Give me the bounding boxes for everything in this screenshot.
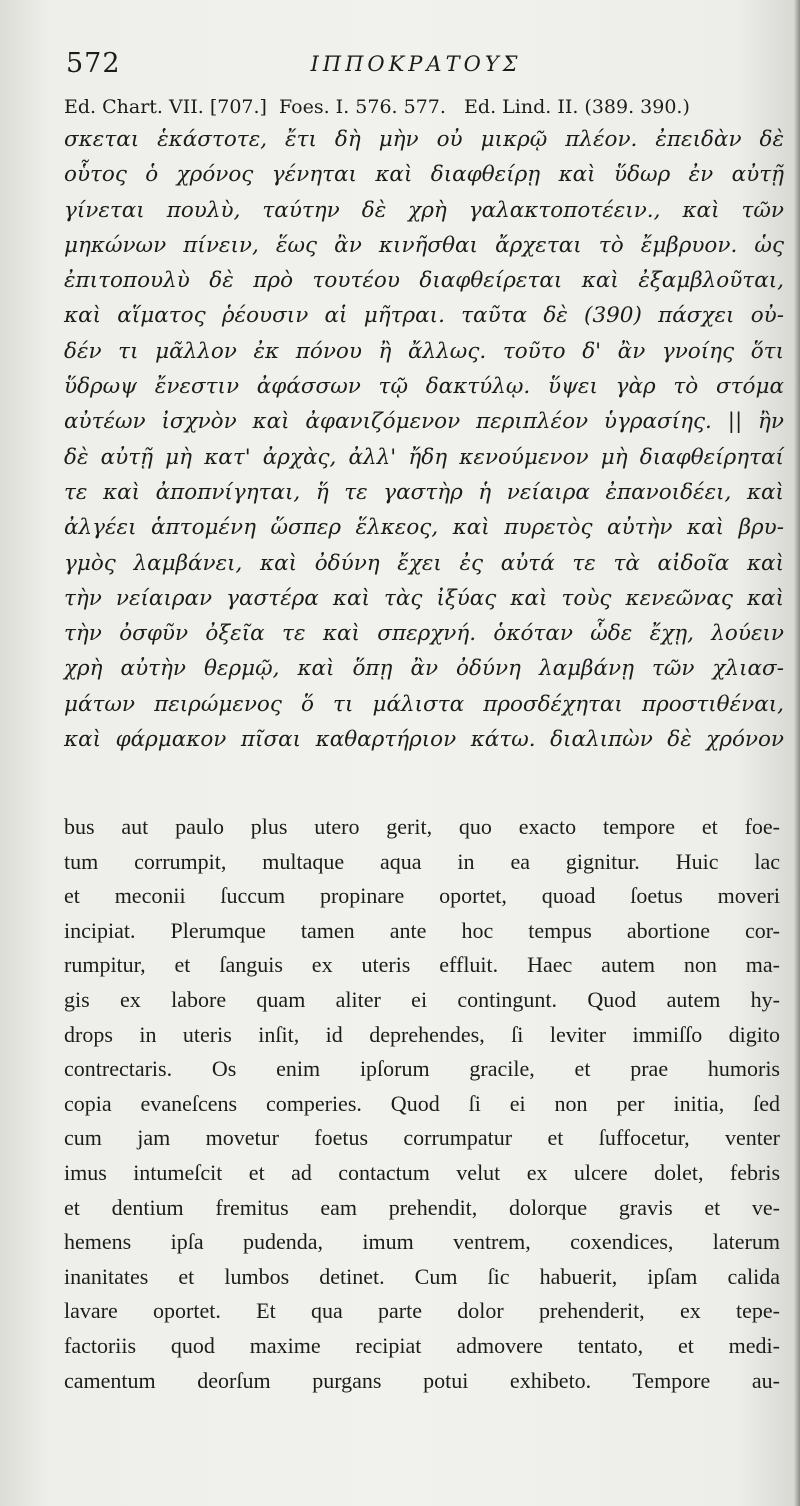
greek-line: ἀλγέει ἁπτομένη ὥσπερ ἕλκεος, καὶ πυρετὸς αὐτὴν καὶ βρυ- xyxy=(64,515,784,541)
greek-line: σκεται ἑκάστοτε, ἔτι δὴ μὴν οὐ μικρῷ πλέον. ἐπειδὰν δὲ xyxy=(64,127,784,152)
greek-line: μηκώνων πίνειν, ἕως ἂν κινῆσθαι ἄρχεται τὸ ἔμβρυον. ὡς xyxy=(64,232,784,258)
latin-line: et dentium fremitus eam prehendit, dolorque gravis et ve- xyxy=(64,1194,780,1220)
latin-line: et meconii ſuccum propinare oportet, quoad ſoetus moveri xyxy=(64,883,780,909)
greek-line: τὴν ὀσφῦν ὀξεῖα τε καὶ σπερχνή. ὁκόταν ὧδε ἔχῃ, λούειν xyxy=(64,621,784,647)
latin-line: cum jam movetur foetus corrumpatur et ſuffocetur, venter xyxy=(64,1125,780,1151)
latin-line: gis ex labore quam aliter ei contingunt. Quod autem hy- xyxy=(64,986,780,1012)
latin-line: copia evaneſcens comperies. Quod ſi ei non per initia, ſed xyxy=(64,1090,780,1116)
latin-line: contrectaris. Os enim ipſorum gracile, et prae humoris xyxy=(64,1056,780,1082)
page-number: 572 xyxy=(66,48,121,79)
greek-line: γμὸς λαμβάνει, καὶ ὀδύνη ἔχει ἐς αὐτά τε τὰ αἰδοῖα καὶ xyxy=(64,550,784,576)
header-title: ΙΠΠΟΚΡΑΤΟΥΣ xyxy=(310,52,522,76)
latin-line: incipiat. Plerumque tamen ante hoc tempus abortione cor- xyxy=(64,917,780,943)
latin-line: tum corrumpit, multaque aqua in ea gignitur. Huic lac xyxy=(64,848,780,874)
greek-line: δὲ αὐτῇ μὴ κατ' ἀρχὰς, ἀλλ' ἤδη κενούμενον μὴ διαφθείρηταί xyxy=(64,444,784,470)
greek-line: τὴν νείαιραν γαστέρα καὶ τὰς ἰξύας καὶ τοὺς κενεῶνας καὶ xyxy=(64,585,784,611)
latin-line: bus aut paulo plus utero gerit, quo exacto tempore et foe- xyxy=(64,814,780,839)
greek-line: οὗτος ὁ χρόνος γένηται καὶ διαφθείρῃ καὶ ὕδωρ ἐν αὐτῇ xyxy=(64,162,784,188)
greek-line: καὶ φάρμακον πῖσαι καθαρτήριον κάτω. διαλιπὼν δὲ χρόνον xyxy=(64,727,784,753)
greek-line: γίνεται πουλὺ, ταύτην δὲ χρὴ γαλακτοποτέειν., καὶ τῶν xyxy=(64,197,784,223)
greek-line: ὕδρωψ ἔνεστιν ἀφάσσων τῷ δακτύλῳ. ὕψει γὰρ τὸ στόμα xyxy=(64,374,784,400)
running-head xyxy=(66,48,766,88)
latin-line: rumpitur, et ſanguis ex uteris effluit. Haec autem non ma- xyxy=(64,952,780,978)
latin-line: inanitates et lumbos detinet. Cum ſic habuerit, ipſam calida xyxy=(64,1263,780,1289)
latin-line: camentum deorſum purgans potui exhibeto. Tempore au- xyxy=(64,1367,780,1393)
greek-line: δέν τι μᾶλλον ἐκ πόνου ἢ ἄλλως. τοῦτο δ' ἂν γνοίης ὅτι xyxy=(64,338,784,364)
latin-line: hemens ipſa pudenda, imum ventrem, coxendices, laterum xyxy=(64,1229,780,1255)
greek-line: χρὴ αὐτὴν θερμῷ, καὶ ὅπῃ ἂν ὀδύνη λαμβάνῃ τῶν χλιασ- xyxy=(64,656,784,682)
latin-line: lavare oportet. Et qua parte dolor prehenderit, ex tepe- xyxy=(64,1298,780,1324)
latin-line: factoriis quod maxime recipiat admovere tentato, et medi- xyxy=(64,1332,780,1358)
greek-line: ἐπιτοπουλὺ δὲ πρὸ τουτέου διαφθείρεται καὶ ἐξαμβλοῦται, xyxy=(64,268,784,294)
greek-line: μάτων πειρώμενος ὅ τι μάλιστα προσδέχηται προστιθέναι, xyxy=(64,691,784,717)
latin-line: drops in uteris inſit, id deprehendes, ſi leviter immiſſo digito xyxy=(64,1021,780,1047)
greek-line: τε καὶ ἀποπνίγηται, ἥ τε γαστὴρ ἡ νείαιρα ἐπανοιδέει, καὶ xyxy=(64,479,784,505)
edition-reference: Ed. Chart. VII. [707.] Foes. I. 576. 577. Ed. Lind. II. (389. 390.) xyxy=(64,96,690,118)
greek-text-block xyxy=(64,122,784,757)
latin-line: imus intumeſcit et ad contactum velut ex ulcere dolet, febris xyxy=(64,1159,780,1185)
latin-text-block xyxy=(64,810,780,1398)
greek-line: καὶ αἵματος ῥέουσιν αἱ μῆτραι. ταῦτα δὲ (390) πάσχει οὐ- xyxy=(64,303,784,329)
greek-line: αὐτέων ἰσχνὸν καὶ ἀφανιζόμενον περιπλέον ὑγρασίης. || ἢν xyxy=(64,409,784,435)
